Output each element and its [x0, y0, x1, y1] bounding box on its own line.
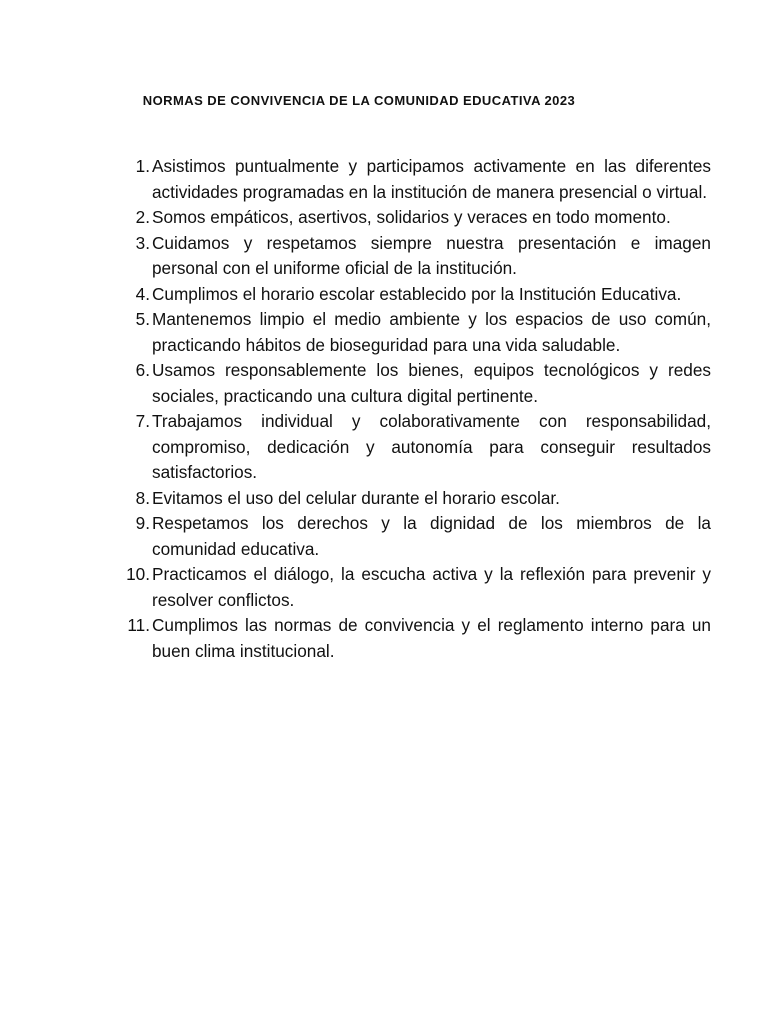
rule-number-9: 9.	[135, 513, 150, 533]
rule-item-6	[126, 358, 711, 409]
rules-list	[126, 154, 711, 664]
rule-number-10: 10.	[126, 564, 150, 584]
rule-item-8	[126, 486, 711, 512]
rule-item-11	[126, 613, 711, 664]
rule-number-1: 1.	[135, 156, 150, 176]
rule-item-10	[126, 562, 711, 613]
rule-text-2: Somos empáticos, asertivos, solidarios y veraces en todo momento.	[152, 207, 671, 227]
rule-item-5	[126, 307, 711, 358]
rule-text-8: Evitamos el uso del celular durante el horario escolar.	[152, 487, 560, 508]
rule-item-7	[126, 409, 711, 486]
rule-item-4	[126, 282, 711, 308]
rule-item-9	[126, 511, 711, 562]
rule-text-1: Asistimos puntualmente y participamos activamente en las diferentes actividades programadas en la institución de manera presencial o virtual.	[152, 156, 711, 202]
rule-text-4: Cumplimos el horario escolar establecido por la Institución Educativa.	[152, 283, 682, 304]
rule-text-11: Cumplimos las normas de convivencia y el reglamento interno para un buen clima institucional.	[152, 615, 711, 661]
rule-item-3	[126, 231, 711, 282]
rule-text-3: Cuidamos y respetamos siempre nuestra presentación e imagen personal con el uniforme oficial de la institución.	[152, 232, 711, 278]
rule-text-10: Practicamos el diálogo, la escucha activa y la reflexión para prevenir y resolver conflictos.	[152, 564, 711, 610]
rule-number-11: 11.	[127, 615, 150, 635]
rule-number-6: 6.	[135, 360, 150, 380]
rule-item-1	[126, 154, 711, 205]
rule-text-9: Respetamos los derechos y la dignidad de los miembros de la comunidad educativa.	[152, 513, 711, 559]
rule-text-7: Trabajamos individual y colaborativamente con responsabilidad, compromiso, dedicación y autonomía para conseguir resultados satisfactorios.	[152, 411, 711, 482]
rule-item-2	[126, 205, 711, 231]
rule-number-8: 8.	[135, 487, 150, 508]
rule-text-5: Mantenemos limpio el medio ambiente y los espacios de uso común, practicando hábitos de bioseguridad para una vida saludable.	[152, 309, 711, 355]
rule-number-5: 5.	[135, 309, 150, 329]
rule-number-2: 2.	[135, 207, 150, 227]
rule-number-7: 7.	[135, 411, 150, 431]
document-title: NORMAS DE CONVIVENCIA DE LA COMUNIDAD EDUCATIVA 2023	[142, 93, 576, 108]
rule-text-6: Usamos responsablemente los bienes, equipos tecnológicos y redes sociales, practicando una cultura digital pertinente.	[152, 360, 711, 406]
rule-number-3: 3.	[135, 232, 150, 253]
rule-number-4: 4.	[135, 283, 150, 304]
